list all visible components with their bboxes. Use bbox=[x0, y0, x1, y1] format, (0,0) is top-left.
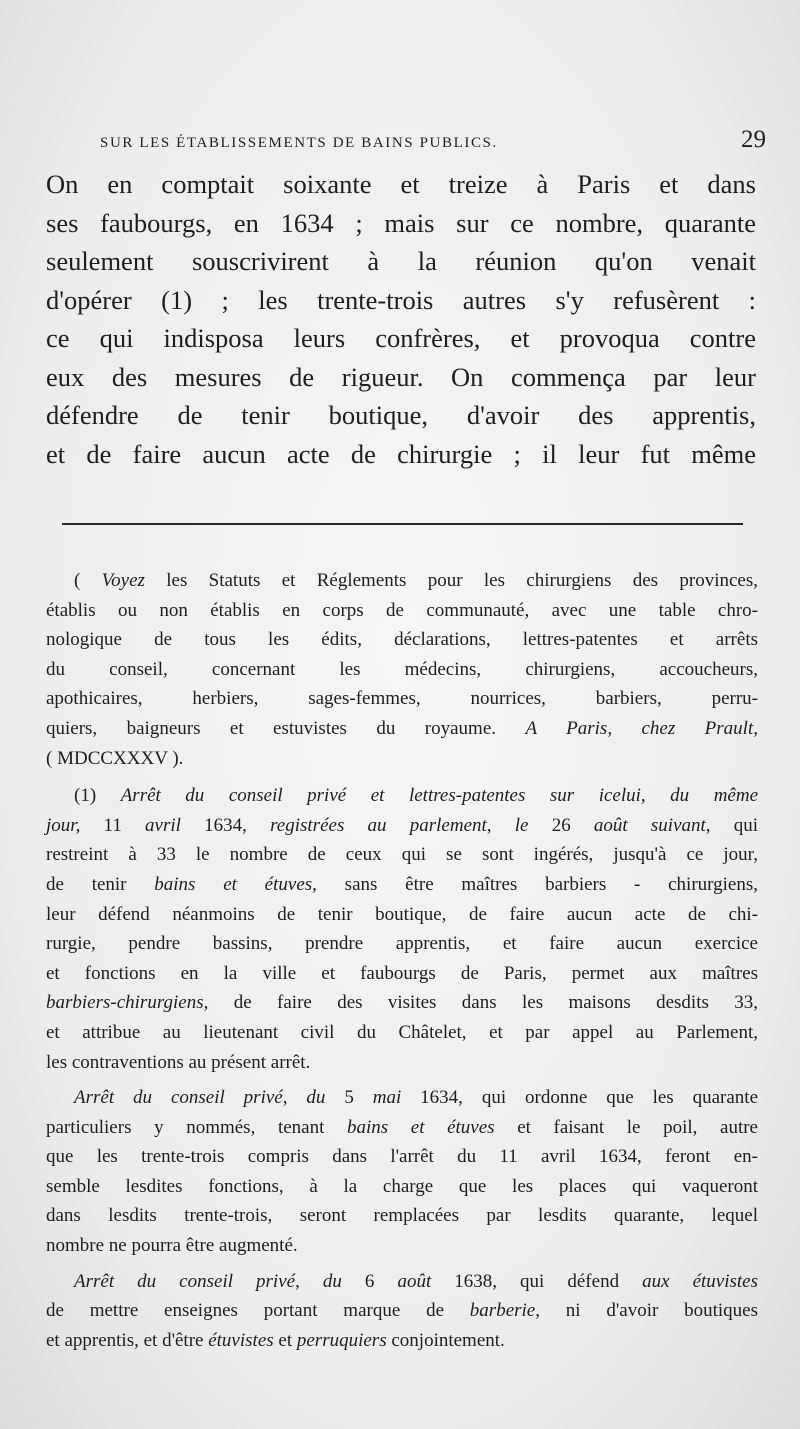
italic-text: du bbox=[322, 1270, 342, 1292]
footnote-line bbox=[46, 1142, 758, 1172]
footnote-line bbox=[46, 744, 758, 774]
footnote-line bbox=[46, 870, 758, 900]
text-segment: ( MDCCXXXV ). bbox=[46, 747, 184, 769]
italic-text: aux étuvistes bbox=[642, 1270, 759, 1292]
footnote-line bbox=[46, 566, 758, 596]
italic-text: perruquiers bbox=[296, 1329, 387, 1351]
footnote-line bbox=[46, 929, 758, 959]
footnote-line bbox=[46, 900, 758, 930]
footnote-line bbox=[46, 1113, 758, 1143]
main-text-line: défendre de tenir boutique, d'avoir des apprentis, bbox=[46, 400, 756, 430]
footnote-line bbox=[46, 840, 758, 870]
italic-text: Voyez bbox=[101, 570, 145, 591]
footnote-line bbox=[46, 1172, 758, 1202]
text-segment: 1638, qui défend bbox=[431, 1270, 643, 1292]
text-segment: et attribue au lieutenant civil du Châtelet, et par appel au Parlement, bbox=[46, 1021, 758, 1043]
italic-text: barbiers-chirurgiens bbox=[46, 992, 204, 1014]
footnote-line bbox=[46, 1048, 758, 1078]
text-segment: restreint à 33 le nombre de ceux qui se sont ingérés, jusqu'à ce jour, bbox=[46, 844, 758, 866]
text-segment: les Statuts et Réglements pour les chirurgiens des provinces, bbox=[144, 570, 759, 591]
text-segment: 1634, qui ordonne que les quarante bbox=[401, 1087, 759, 1109]
text-segment: établis ou non établis en corps de communauté, avec une table chro- bbox=[46, 599, 758, 621]
italic-text: Arrêt du conseil privé bbox=[74, 1270, 296, 1292]
footnote-1 bbox=[46, 781, 758, 1077]
footnote-line bbox=[46, 684, 758, 714]
main-paragraph bbox=[46, 165, 756, 473]
text-segment: , sans être maîtres barbiers - chirurgiens, bbox=[312, 873, 758, 895]
italic-text: mai bbox=[372, 1087, 402, 1109]
text-segment: que les trente-trois compris dans l'arrêt du 11 avril 1634, feront en- bbox=[46, 1146, 758, 1168]
text-segment: (1) bbox=[74, 785, 121, 807]
page-header bbox=[100, 126, 766, 154]
text-segment: , de faire des visites dans les maisons desdits 33, bbox=[203, 992, 758, 1014]
text-segment: , qui bbox=[705, 814, 759, 836]
text-segment: les contraventions au présent arrêt. bbox=[46, 1051, 311, 1073]
text-segment: du conseil, concernant les médecins, chirurgiens, accoucheurs, bbox=[46, 658, 758, 680]
footnote-line bbox=[46, 1296, 758, 1326]
italic-text: A Paris, chez Prault, bbox=[525, 717, 758, 739]
italic-text: étuvistes bbox=[208, 1329, 274, 1351]
italic-text: avril bbox=[145, 814, 181, 836]
main-text-line: On en comptait soixante et treize à Paris et dans bbox=[46, 169, 756, 199]
text-segment: 11 bbox=[80, 814, 146, 836]
footnote-line bbox=[46, 1018, 758, 1048]
main-text-line: ce qui indisposa leurs confrères, et provoqua contre bbox=[46, 323, 756, 353]
main-text-line: ses faubourgs, en 1634 ; mais sur ce nombre, quarante bbox=[46, 207, 756, 238]
text-segment: ( bbox=[74, 570, 102, 591]
footnote-line bbox=[46, 1083, 758, 1113]
footnote-line bbox=[46, 988, 758, 1018]
text-segment: rurgie, pendre bassins, prendre apprentis, et faire aucun exercice bbox=[46, 933, 758, 955]
italic-text: Arrêt du conseil privé, du bbox=[74, 1087, 326, 1109]
text-segment: apothicaires, herbiers, sages-femmes, nourrices, barbiers, perru- bbox=[46, 688, 758, 710]
footnote-line bbox=[46, 781, 758, 811]
main-text-line: eux des mesures de rigueur. On commença par leur bbox=[46, 361, 756, 392]
text-segment: et faisant le poil, autre bbox=[494, 1116, 758, 1138]
footnote-line bbox=[46, 811, 758, 841]
main-text-line: d'opérer (1) ; les trente-trois autres s'y refusèrent : bbox=[46, 284, 756, 315]
italic-text: Arrêt du conseil privé et lettres-patentes sur icelui, du même bbox=[120, 785, 759, 807]
text-segment: et bbox=[273, 1329, 297, 1351]
italic-text: août suivant bbox=[593, 814, 706, 836]
italic-text: le bbox=[514, 814, 529, 836]
italic-text: registrées au parlement bbox=[270, 814, 487, 836]
footnote-line bbox=[46, 959, 758, 989]
text-segment: dans lesdits trente-trois, seront remplacées par lesdits quarante, lequel bbox=[46, 1205, 758, 1227]
main-text-line: seulement souscrivirent à la réunion qu'on venait bbox=[46, 246, 756, 276]
text-segment: semble lesdites fonctions, à la charge que les places qui vaqueront bbox=[46, 1175, 758, 1197]
footnote-line bbox=[46, 596, 758, 626]
footnote-line bbox=[46, 655, 758, 685]
footnote-line bbox=[46, 1326, 758, 1356]
text-segment: quiers, baigneurs et estuvistes du royaume. bbox=[46, 717, 526, 739]
footnotes bbox=[46, 566, 758, 1355]
text-segment: nologique de tous les édits, déclarations, lettres-patentes et arrêts bbox=[46, 629, 758, 651]
text-segment: de mettre enseignes portant marque de bbox=[46, 1300, 470, 1322]
text-segment: 1634, bbox=[180, 814, 271, 836]
text-segment: 26 bbox=[528, 814, 594, 836]
italic-text: bains et étuves bbox=[154, 873, 313, 895]
footnote-voyez bbox=[46, 566, 758, 773]
italic-text: jour, bbox=[46, 814, 81, 836]
main-text-line-last: et de faire aucun acte de chirurgie ; il leur fut même bbox=[46, 438, 756, 469]
footnote-arret-5-mai bbox=[46, 1083, 758, 1261]
footnote-line bbox=[46, 1201, 758, 1231]
footnote-line bbox=[46, 714, 758, 744]
page-number: 29 bbox=[741, 126, 766, 153]
footnote-arret-6-aout bbox=[46, 1267, 758, 1356]
footnote-line bbox=[46, 1267, 758, 1297]
text-segment: et fonctions en la ville et faubourgs de Paris, permet aux maîtres bbox=[46, 962, 758, 984]
text-segment: conjointement. bbox=[386, 1329, 505, 1351]
text-segment: 6 bbox=[341, 1270, 398, 1292]
text-segment: de tenir bbox=[46, 873, 155, 895]
text-segment: 5 bbox=[325, 1087, 373, 1109]
italic-text: août bbox=[397, 1270, 432, 1292]
text-segment: et apprentis, et d'être bbox=[46, 1329, 209, 1351]
footnote-line bbox=[46, 625, 758, 655]
text-segment: nombre ne pourra être augmenté. bbox=[46, 1235, 298, 1257]
italic-text: bains et étuves bbox=[346, 1116, 495, 1138]
footnote-separator-rule bbox=[62, 523, 743, 525]
text-segment: , bbox=[295, 1270, 323, 1292]
footnote-line bbox=[46, 1231, 758, 1261]
italic-text: barberie bbox=[469, 1300, 536, 1322]
text-segment: , ni d'avoir boutiques bbox=[535, 1300, 758, 1322]
running-title: SUR LES ÉTABLISSEMENTS DE BAINS PUBLICS. bbox=[100, 135, 498, 151]
text-segment: , bbox=[486, 814, 515, 836]
text-segment: leur défend néanmoins de tenir boutique, de faire aucun acte de chi- bbox=[46, 903, 758, 925]
text-segment: particuliers y nommés, tenant bbox=[46, 1116, 347, 1138]
